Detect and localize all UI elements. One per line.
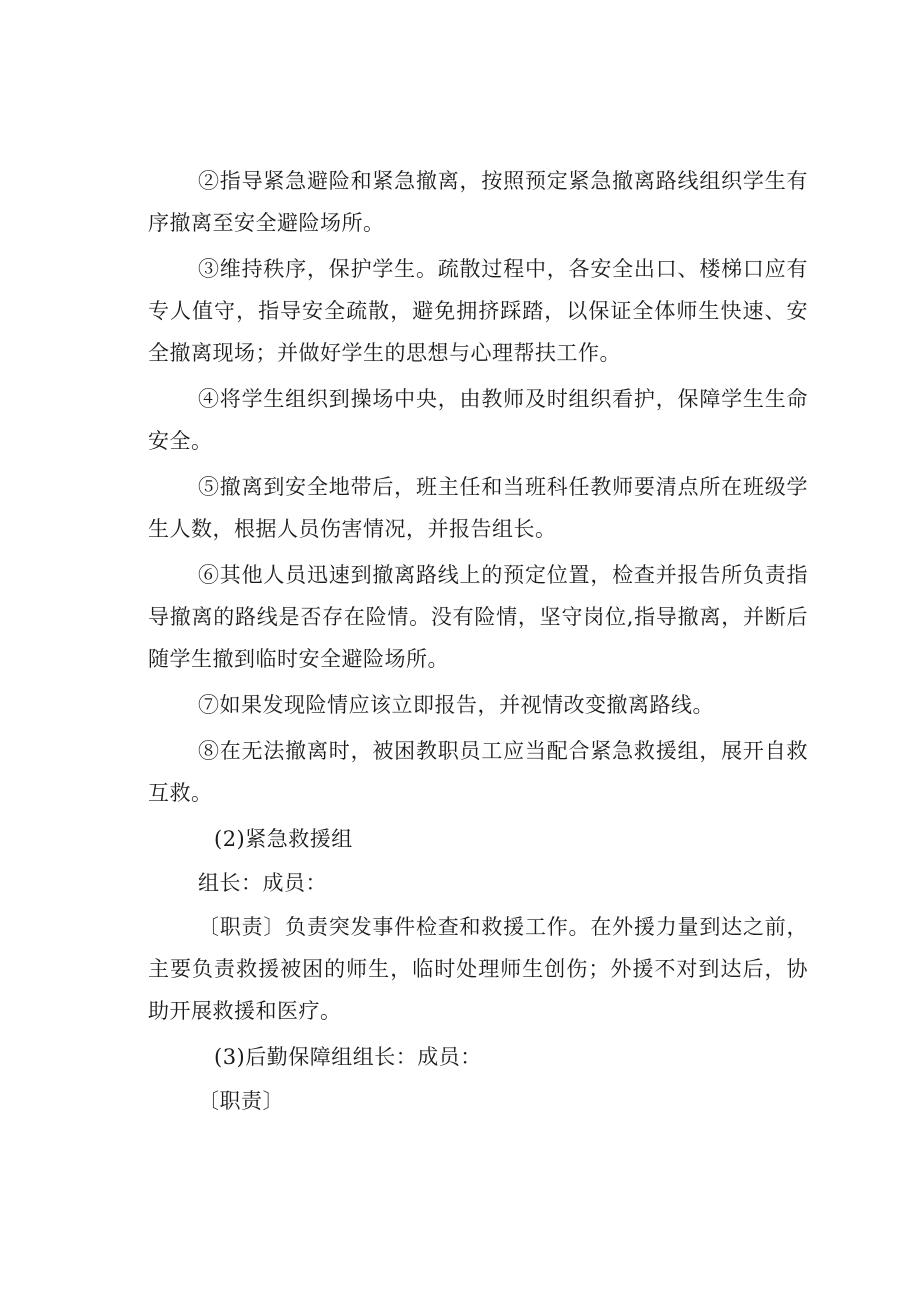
paragraph-item-3: ③维持秩序，保护学生。疏散过程中，各安全出口、楼梯口应有专人值守，指导安全疏散，避免拥挤踩踏，以保证全体师生快速、安全撤离现场；并做好学生的思想与心理帮扶工作。 (148, 257, 808, 365)
rescue-group-duty: 〔职责〕负责突发事件检查和救援工作。在外援力量到达之前，主要负责救援被困的师生，临时处理师生创伤；外援不对到达后，协助开展救援和医疗。 (148, 915, 808, 1023)
document-page (148, 160, 808, 1124)
logistics-group-duty-label: 〔职责〕 (198, 1089, 284, 1113)
logistics-group-heading: (3)后勤保障组组长：成员： (214, 1045, 482, 1069)
paragraph-item-5: ⑤撤离到安全地带后，班主任和当班科任教师要清点所在班级学生人数，根据人员伤害情况，并报告组长。 (148, 475, 808, 541)
rescue-group-heading: (2)紧急救援组 (214, 827, 353, 851)
paragraph-item-2: ②指导紧急避险和紧急撤离，按照预定紧急撤离路线组织学生有序撤离至安全避险场所。 (148, 169, 808, 235)
paragraph-item-6: ⑥其他人员迅速到撤离路线上的预定位置，检查并报告所负责指导撤离的路线是否存在险情。没有险情，坚守岗位,指导撤离，并断后随学生撤到临时安全避险场所。 (148, 563, 808, 671)
paragraph-item-4: ④将学生组织到操场中央，由教师及时组织看护，保障学生生命安全。 (148, 387, 808, 453)
paragraph-item-8: ⑧在无法撤离时，被困教职员工应当配合紧急救援组，展开自救互救。 (148, 739, 808, 805)
rescue-group-members: 组长：成员： (198, 871, 327, 895)
paragraph-item-7: ⑦如果发现险情应该立即报告，并视情改变撤离路线。 (198, 693, 714, 717)
